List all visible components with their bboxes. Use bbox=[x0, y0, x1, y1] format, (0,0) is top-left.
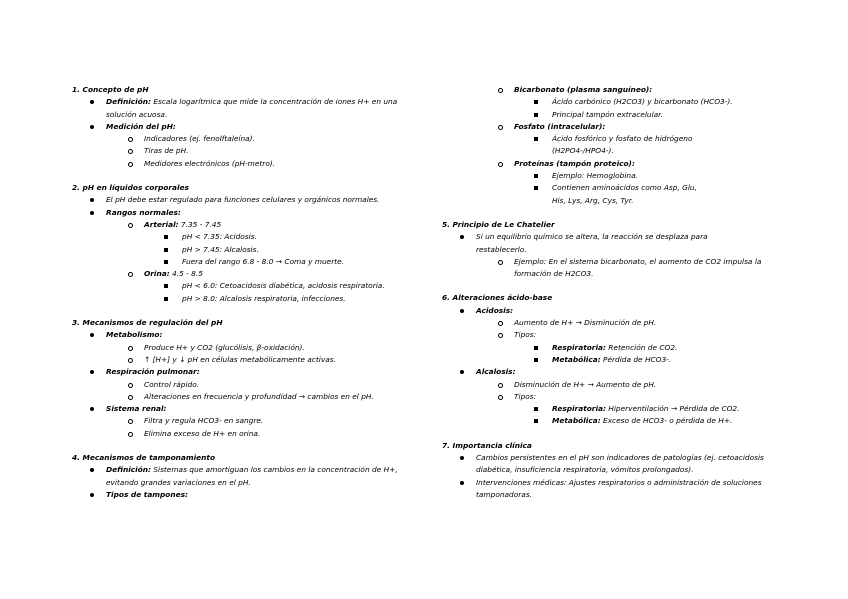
bullet-circle-icon bbox=[498, 333, 503, 338]
list-item: Elimina exceso de H+ en orina. bbox=[72, 428, 412, 440]
list-item: Intervenciones médicas: Ajustes respiratorios o administración de soluciones tamponadoras. bbox=[442, 477, 782, 502]
bullet-disc-icon bbox=[460, 481, 464, 485]
bullet-disc-icon bbox=[90, 493, 94, 497]
list-item: Tipos: bbox=[442, 329, 782, 341]
list-item: Rangos normales: bbox=[72, 207, 412, 219]
list-item: Fuera del rango 6.8 - 8.0 → Coma y muerte. bbox=[72, 256, 412, 268]
list-item: Medición del pH: bbox=[72, 121, 412, 133]
bullet-disc-icon bbox=[90, 100, 94, 104]
bullet-disc-icon bbox=[460, 309, 464, 313]
list-item: Principal tampón extracelular. bbox=[442, 109, 782, 121]
list-item: Definición: Sistemas que amortiguan los cambios en la concentración de H+, evitando grandes variaciones en el pH. bbox=[72, 464, 412, 489]
list-item: Filtra y regula HCO3- en sangre. bbox=[72, 415, 412, 427]
list-item: Sistema renal: bbox=[72, 403, 412, 415]
list-item: Orina: 4.5 - 8.5 bbox=[72, 268, 412, 280]
bullet-disc-icon bbox=[90, 333, 94, 337]
section-title-mecanismos-regulacion: 3. Mecanismos de regulación del pH bbox=[72, 318, 223, 328]
bullet-circle-icon bbox=[498, 162, 503, 167]
bullet-circle-icon bbox=[128, 162, 133, 167]
bullet-circle-icon bbox=[498, 383, 503, 388]
bullet-circle-icon bbox=[128, 223, 133, 228]
list-item: Cambios persistentes en el pH son indicadores de patologías (ej. cetoacidosis diabética, insuficiencia respiratoria, vómitos prolongados). bbox=[442, 452, 782, 477]
left-column bbox=[72, 84, 412, 501]
bullet-disc-icon bbox=[460, 235, 464, 239]
list-item: Alteraciones en frecuencia y profundidad → cambios en el pH. bbox=[72, 391, 412, 403]
list-item: Respiratoria: Hiperventilación → Pérdida de CO2. bbox=[442, 403, 782, 415]
bullet-disc-icon bbox=[460, 370, 464, 374]
bullet-circle-icon bbox=[498, 395, 503, 400]
section-title-tamponamiento: 4. Mecanismos de tamponamiento bbox=[72, 453, 216, 463]
list-item: Respiratoria: Retención de CO2. bbox=[442, 342, 782, 354]
list-item: Alcalosis: bbox=[442, 366, 782, 378]
list-item: Respiración pulmonar: bbox=[72, 366, 412, 378]
bullet-square-icon bbox=[164, 248, 168, 252]
bullet-disc-icon bbox=[90, 198, 94, 202]
bullet-circle-icon bbox=[128, 419, 133, 424]
bullet-circle-icon bbox=[498, 260, 503, 265]
section-title-le-chatelier: 5. Principio de Le Chatelier bbox=[442, 219, 555, 229]
list-item: Produce H+ y CO2 (glucólisis, β-oxidación). bbox=[72, 342, 412, 354]
list-item: Definición: Escala logarítmica que mide la concentración de iones H+ en una solución acuosa. bbox=[72, 96, 412, 121]
bullet-circle-icon bbox=[128, 272, 133, 277]
bullet-square-icon bbox=[164, 297, 168, 301]
list-item: pH > 7.45: Alcalosis. bbox=[72, 244, 412, 256]
list-item: Ejemplo: En el sistema bicarbonato, el aumento de CO2 impulsa la formación de H2CO3. bbox=[442, 256, 782, 281]
bullet-square-icon bbox=[534, 100, 538, 104]
list-item: Metabólica: Exceso de HCO3- o pérdida de H+. bbox=[442, 415, 782, 427]
list-item: Contienen aminoácidos como Asp, Glu, His, Lys, Arg, Cys, Tyr. bbox=[442, 182, 782, 207]
bullet-square-icon bbox=[164, 260, 168, 264]
bullet-circle-icon bbox=[128, 432, 133, 437]
section-title-concepto: 1. Concepto de pH bbox=[72, 85, 149, 94]
bullet-disc-icon bbox=[90, 370, 94, 374]
list-item: Si un equilibrio químico se altera, la reacción se desplaza para restablecerlo. bbox=[442, 231, 782, 256]
bullet-disc-icon bbox=[90, 407, 94, 411]
bullet-square-icon bbox=[534, 174, 538, 178]
list-item: Ácido carbónico (H2CO3) y bicarbonato (HCO3-). bbox=[442, 96, 782, 108]
list-item: Bicarbonato (plasma sanguíneo): bbox=[442, 84, 782, 96]
bullet-circle-icon bbox=[498, 125, 503, 130]
bullet-circle-icon bbox=[128, 137, 133, 142]
bullet-disc-icon bbox=[90, 211, 94, 215]
bullet-square-icon bbox=[534, 346, 538, 350]
list-item: Medidores electrónicos (pH-metro). bbox=[72, 158, 412, 170]
bullet-disc-icon bbox=[460, 456, 464, 460]
bullet-square-icon bbox=[534, 407, 538, 411]
list-item: Disminución de H+ → Aumento de pH. bbox=[442, 379, 782, 391]
list-item: Ácido fosfórico y fosfato de hidrógeno (H2PO4-/HPO4-). bbox=[442, 133, 782, 158]
bullet-disc-icon bbox=[90, 468, 94, 472]
bullet-square-icon bbox=[534, 137, 538, 141]
list-item: pH > 8.0: Alcalosis respiratoria, infecciones. bbox=[72, 293, 412, 305]
list-item: Indicadores (ej. fenolftaleína). bbox=[72, 133, 412, 145]
list-item: Arterial: 7.35 - 7.45 bbox=[72, 219, 412, 231]
list-item: Tipos: bbox=[442, 391, 782, 403]
list-item: Proteínas (tampón proteico): bbox=[442, 158, 782, 170]
section-title-importancia: 7. Importancia clínica bbox=[442, 440, 532, 450]
list-item: pH < 7.35: Acidosis. bbox=[72, 231, 412, 243]
list-item: Tiras de pH. bbox=[72, 145, 412, 157]
bullet-square-icon bbox=[534, 419, 538, 423]
list-item: Metabólica: Pérdida de HCO3-. bbox=[442, 354, 782, 366]
bullet-square-icon bbox=[534, 113, 538, 117]
list-item: pH < 6.0: Cetoacidosis diabética, acidosis respiratoria. bbox=[72, 280, 412, 292]
list-item: Fosfato (intracelular): bbox=[442, 121, 782, 133]
bullet-circle-icon bbox=[128, 395, 133, 400]
list-item: Aumento de H+ → Disminución de pH. bbox=[442, 317, 782, 329]
bullet-disc-icon bbox=[90, 125, 94, 129]
section-title-alteraciones: 6. Alteraciones ácido-base bbox=[442, 293, 553, 303]
bullet-circle-icon bbox=[128, 346, 133, 351]
bullet-square-icon bbox=[534, 358, 538, 362]
list-item: Ejemplo: Hemoglobina. bbox=[442, 170, 782, 182]
bullet-square-icon bbox=[164, 284, 168, 288]
list-item: Tipos de tampones: bbox=[72, 489, 412, 501]
list-item: Metabolismo: bbox=[72, 329, 412, 341]
bullet-square-icon bbox=[534, 186, 538, 190]
bullet-circle-icon bbox=[498, 88, 503, 93]
bullet-circle-icon bbox=[128, 149, 133, 154]
bullet-circle-icon bbox=[128, 383, 133, 388]
bullet-square-icon bbox=[164, 235, 168, 239]
list-item: Acidosis: bbox=[442, 305, 782, 317]
list-item: El pH debe estar regulado para funciones celulares y orgánicos normales. bbox=[72, 194, 412, 206]
right-column bbox=[442, 84, 782, 501]
bullet-circle-icon bbox=[128, 358, 133, 363]
list-item: Control rápido. bbox=[72, 379, 412, 391]
section-title-ph-liquidos: 2. pH en líquidos corporales bbox=[72, 183, 189, 193]
list-item: ↑ [H+] y ↓ pH en células metabólicamente activas. bbox=[72, 354, 412, 366]
bullet-circle-icon bbox=[498, 321, 503, 326]
